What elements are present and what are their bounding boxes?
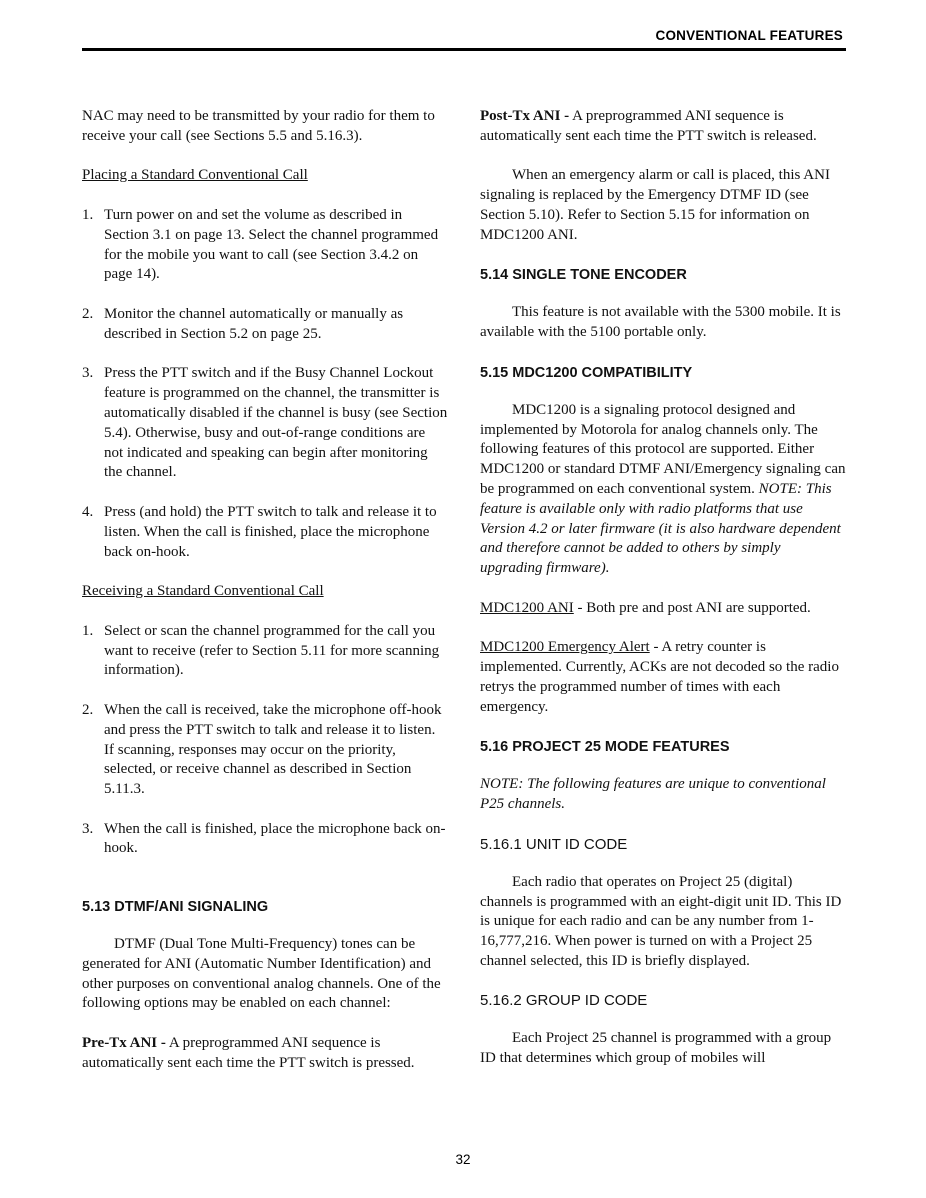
section-5-15-body: MDC1200 is a signaling protocol designed and implemented by Motorola for analog channels only. The following features of this protocol are supported. Either MDC1200 or standard DTMF ANI/Emergency signaling can be programmed on each conventional system. NOTE: This feature is available only with radio platforms that use Version 4.2 or later firmware (it is also hardware dependent and therefore cannot be added to others by simply upgrading firmware). <box>480 401 846 577</box>
mdc1200-ani-paragraph: MDC1200 ANI - Both pre and post ANI are supported. <box>480 599 811 616</box>
list-item: 4. Press (and hold) the PTT switch to talk and release it to listen. When the call is finished, place the microphone back on-hook. <box>82 503 437 560</box>
posttx-ani-paragraph: Post-Tx ANI - A preprogrammed ANI sequence is automatically sent each time the PTT switch is released. <box>480 108 817 144</box>
section-5-13-body: DTMF (Dual Tone Multi-Frequency) tones can be generated for ANI (Automatic Number Identification) and other purposes on conventional analog channels. One of the following options may be enabled on each channel: <box>82 936 441 1012</box>
firmware-note: NOTE: This feature is available only with radio platforms that use Version 4.2 or later firmware (it is also hardware dependent and therefore cannot be added to others by simply upgrading firmware). <box>480 480 841 577</box>
section-5-16-1-heading: 5.16.1 UNIT ID CODE <box>480 835 628 853</box>
section-5-15-heading: 5.15 MDC1200 COMPATIBILITY <box>480 364 693 381</box>
section-5-13-heading: 5.13 DTMF/ANI SIGNALING <box>82 899 269 916</box>
receiving-call-steps <box>82 622 448 860</box>
section-5-16-heading: 5.16 PROJECT 25 MODE FEATURES <box>480 739 730 756</box>
mdc1200-ani-label: MDC1200 ANI <box>480 599 574 616</box>
pretx-ani-paragraph: Pre-Tx ANI - A preprogrammed ANI sequence is automatically sent each time the PTT switch is pressed. <box>82 1035 415 1071</box>
list-item: 3. Press the PTT switch and if the Busy Channel Lockout feature is programmed on the channel, the transmitter is automatically disabled if the channel is busy (see Section 5.4). Otherwise, busy and out-of-range conditions are not indicated and speaking can begin after monitoring the channel. <box>82 365 448 481</box>
section-5-14-heading: 5.14 SINGLE TONE ENCODER <box>480 267 687 284</box>
list-item: 1. Select or scan the channel programmed for the call you want to receive (refer to Section 5.11 for more scanning information). <box>82 622 440 679</box>
section-5-16-2-heading: 5.16.2 GROUP ID CODE <box>480 992 648 1010</box>
list-item: 2. Monitor the channel automatically or manually as described in Section 5.2 on page 25. <box>82 305 404 342</box>
mdc1200-emergency-label: MDC1200 Emergency Alert <box>480 639 650 656</box>
placing-call-steps <box>82 206 448 562</box>
placing-call-heading: Placing a Standard Conventional Call <box>82 167 308 184</box>
p25-note: NOTE: The following features are unique to conventional P25 channels. <box>480 776 826 813</box>
pretx-ani-label: Pre-Tx ANI - <box>82 1035 166 1052</box>
list-item: 2. When the call is received, take the microphone off-hook and press the PTT switch to talk and release it to listen. If scanning, responses may occur on the priority, selected, or receive channel as described in Section 5.11.3. <box>82 701 442 798</box>
receiving-call-heading: Receiving a Standard Conventional Call <box>82 583 324 600</box>
right-column <box>480 107 846 1089</box>
list-item: 1. Turn power on and set the volume as described in Section 3.1 on page 13. Select the channel programmed for the mobile you want to call (see Section 3.4.2 on page 14). <box>82 206 439 283</box>
intro-paragraph: NAC may need to be transmitted by your radio for them to receive your call (see Sections 5.5 and 5.16.3). <box>82 108 435 144</box>
left-column <box>82 107 448 1093</box>
running-header: CONVENTIONAL FEATURES <box>655 28 843 43</box>
section-5-14-body: This feature is not available with the 5300 mobile. It is available with the 5100 portable only. <box>480 304 841 341</box>
section-5-16-2-body: Each Project 25 channel is programmed with a group ID that determines which group of mobiles will <box>480 1030 832 1067</box>
section-5-16-1-body: Each radio that operates on Project 25 (digital) channels is programmed with an eight-digit unit ID. This ID is unique for each radio and can be any number from 1-16,777,216. When power is turned on with a Project 25 channel selected, this ID is briefly displayed. <box>480 873 842 969</box>
list-item: 3. When the call is finished, place the microphone back on-hook. <box>82 820 446 857</box>
header-rule <box>82 48 846 51</box>
emergency-paragraph: When an emergency alarm or call is placed, this ANI signaling is replaced by the Emergency DTMF ID (see Section 5.10). Refer to Section 5.15 for information on MDC1200 ANI. <box>480 167 830 243</box>
page-number: 32 <box>455 1152 471 1167</box>
mdc1200-emergency-paragraph: MDC1200 Emergency Alert - A retry counter is implemented. Currently, ACKs are not decoded so the radio retrys the programmed number of times with each emergency. <box>480 639 839 715</box>
posttx-ani-label: Post-Tx ANI - <box>480 108 570 124</box>
